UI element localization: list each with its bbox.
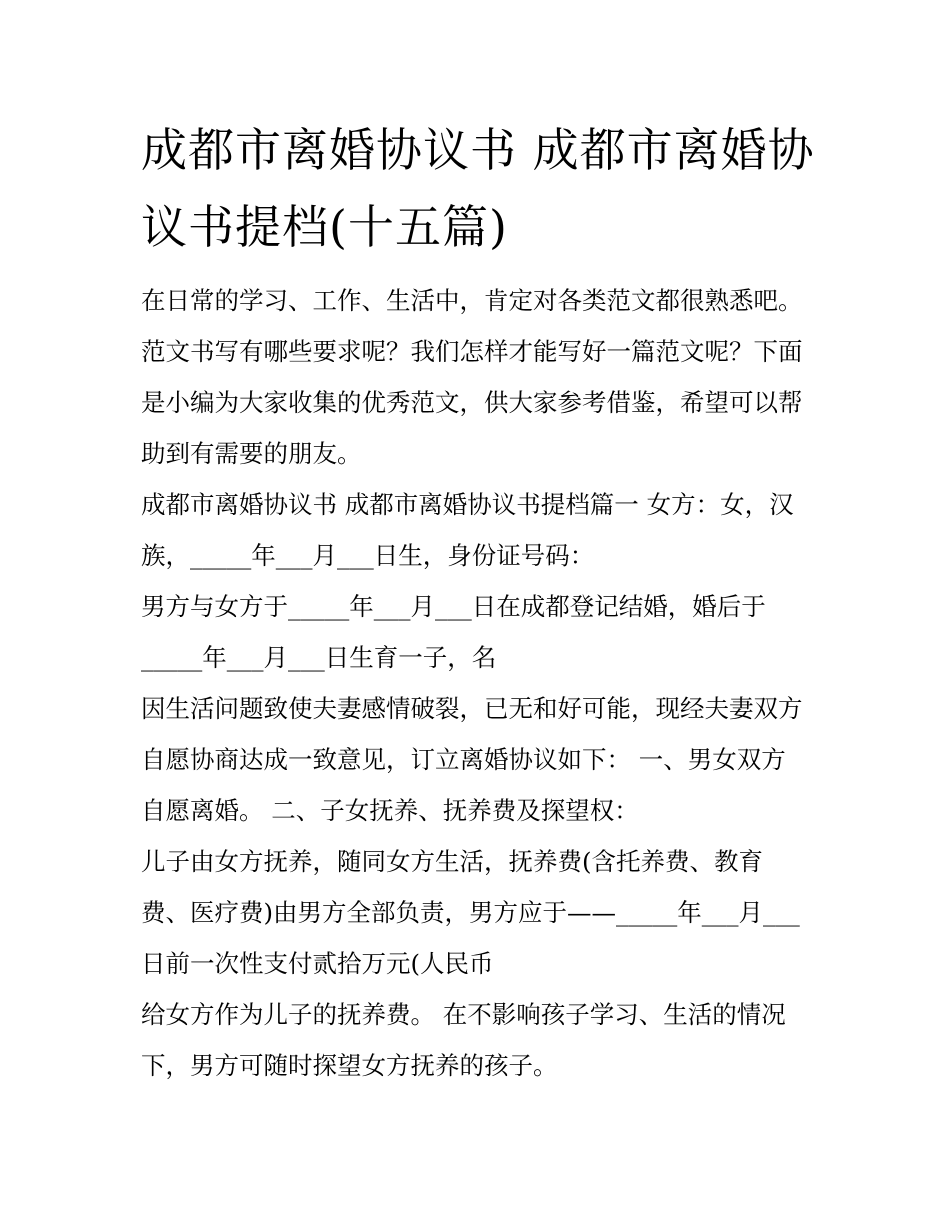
body-line: 费、医疗费)由男方全部负责，男方应于——_____年___月___ [141,898,800,927]
body-line: 助到有需要的朋友。 [141,439,362,468]
body-line: 儿子由女方抚养，随同女方生活，抚养费(含托养费、教育 [141,847,764,876]
body-line: 给女方作为儿子的抚养费。 在不影响孩子学习、生活的情况 [141,1000,786,1029]
body-line: 因生活问题致使夫妻感情破裂，已无和好可能，现经夫妻双方 [141,694,803,723]
body-line: 在日常的学习、工作、生活中，肯定对各类范文都很熟悉吧。 [141,286,803,315]
body-line: 男方与女方于_____年___月___日在成都登记结婚，婚后于 [141,592,766,621]
body-line: 成都市离婚协议书 成都市离婚协议书提档篇一 女方：女，汉 [141,490,794,519]
body-line: 是小编为大家收集的优秀范文，供大家参考借鉴，希望可以帮 [141,388,803,417]
body-line: 下，男方可随时探望女方抚养的孩子。 [141,1051,558,1080]
body-line: _____年___月___日生育一子，名 [141,643,497,672]
body-line: 族，_____年___月___日生，身份证号码： [141,541,595,570]
body-line: 自愿离婚。 二、子女抚养、抚养费及探望权： [141,796,639,825]
body-line: 自愿协商达成一致意见，订立离婚协议如下： 一、男女双方 [141,745,786,774]
body-line: 日前一次性支付贰拾万元(人民币 [141,949,494,978]
document-title: 成都市离婚协议书 成都市离婚协议书提档(十五篇) [141,123,815,254]
body-line: 范文书写有哪些要求呢？我们怎样才能写好一篇范文呢？下面 [141,337,803,366]
